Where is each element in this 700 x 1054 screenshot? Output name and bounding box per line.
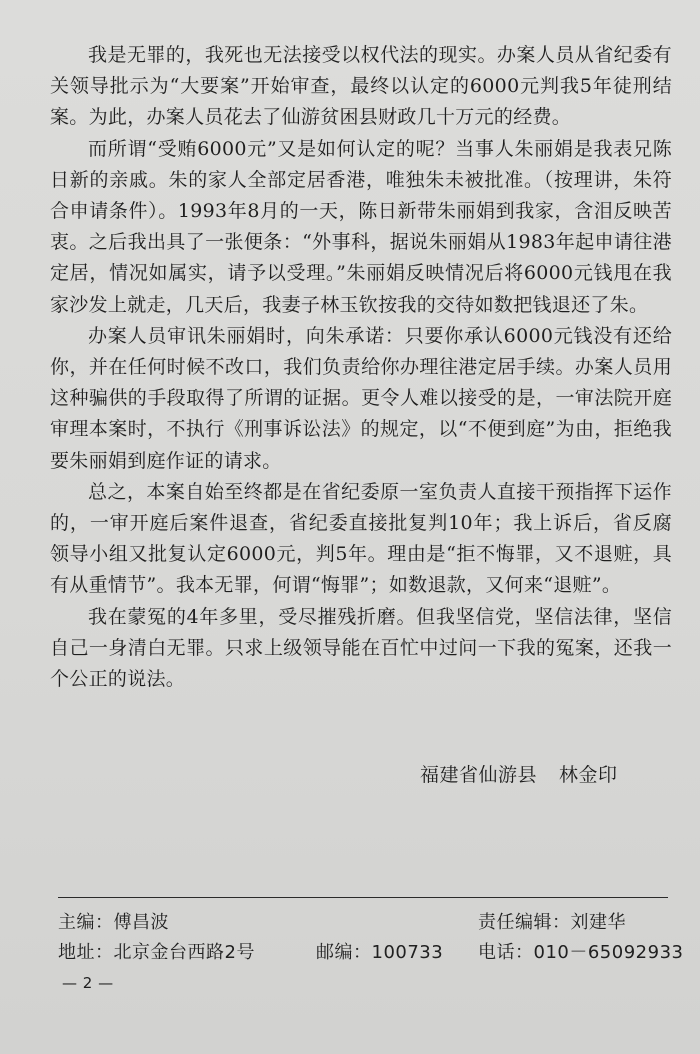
phone: 电话：010－65092933 [478,942,684,963]
page-number: — 2 — [62,974,114,992]
paragraph-4: 总之，本案自始至终都是在省纪委原一室负责人直接干预指挥下运作的，一审开庭后案件退查，省纪委直接批复判10年；我上诉后，省反腐领导小组又批复认定6000元，判5年。理由是“拒不悔罪，又不退赃，具有从重情节”。我本无罪，何谓“悔罪”；如数退款，又何来“退赃”。 [50,480,672,597]
footer-divider [58,897,668,898]
signature-place: 福建省仙游县 [420,764,538,786]
postcode: 邮编：100733 [316,942,444,963]
letter-body [50,40,672,695]
chief-editor: 主编：傅昌波 [58,912,169,933]
address: 地址：北京金台西路2号 [58,942,255,963]
paragraph-2: 而所谓“受贿6000元”又是如何认定的呢？当事人朱丽娟是我表兄陈日新的亲戚。朱的家人全部定居香港，唯独朱未被批准。（按理讲，朱符合申请条件）。1993年8月的一天，陈日新带朱丽娟到我家，含泪反映苦衷。之后我出具了一张便条：“外事科，据说朱丽娟从1983年起申请往港定居，情况如属实，请予以受理。”朱丽娟反映情况后将6000元钱甩在我家沙发上就走，几天后，我妻子林玉钦按我的交待如数把钱退还了朱。 [50,137,672,316]
responsible-editor: 责任编辑：刘建华 [478,912,626,933]
paragraph-5: 我在蒙冤的4年多里，受尽摧残折磨。但我坚信党，坚信法律，坚信自己一身清白无罪。只求上级领导能在百忙中过问一下我的冤案，还我一个公正的说法。 [50,605,672,691]
paragraph-3: 办案人员审讯朱丽娟时，向朱承诺：只要你承认6000元钱没有还给你，并在任何时候不改口，我们负责给你办理往港定居手续。办案人员用这种骗供的手段取得了所谓的证据。更令人难以接受的是，一审法院开庭审理本案时，不执行《刑事诉讼法》的规定，以“不便到庭”为由，拒绝我要朱丽娟到庭作证的请求。 [50,324,672,472]
signature-name: 林金印 [559,764,618,786]
paragraph-1: 我是无罪的，我死也无法接受以权代法的现实。办案人员从省纪委有关领导批示为“大要案”开始审查，最终以认定的6000元判我5年徒刑结案。为此，办案人员花去了仙游贫困县财政几十万元的经费。 [50,44,672,129]
signature [420,760,618,787]
